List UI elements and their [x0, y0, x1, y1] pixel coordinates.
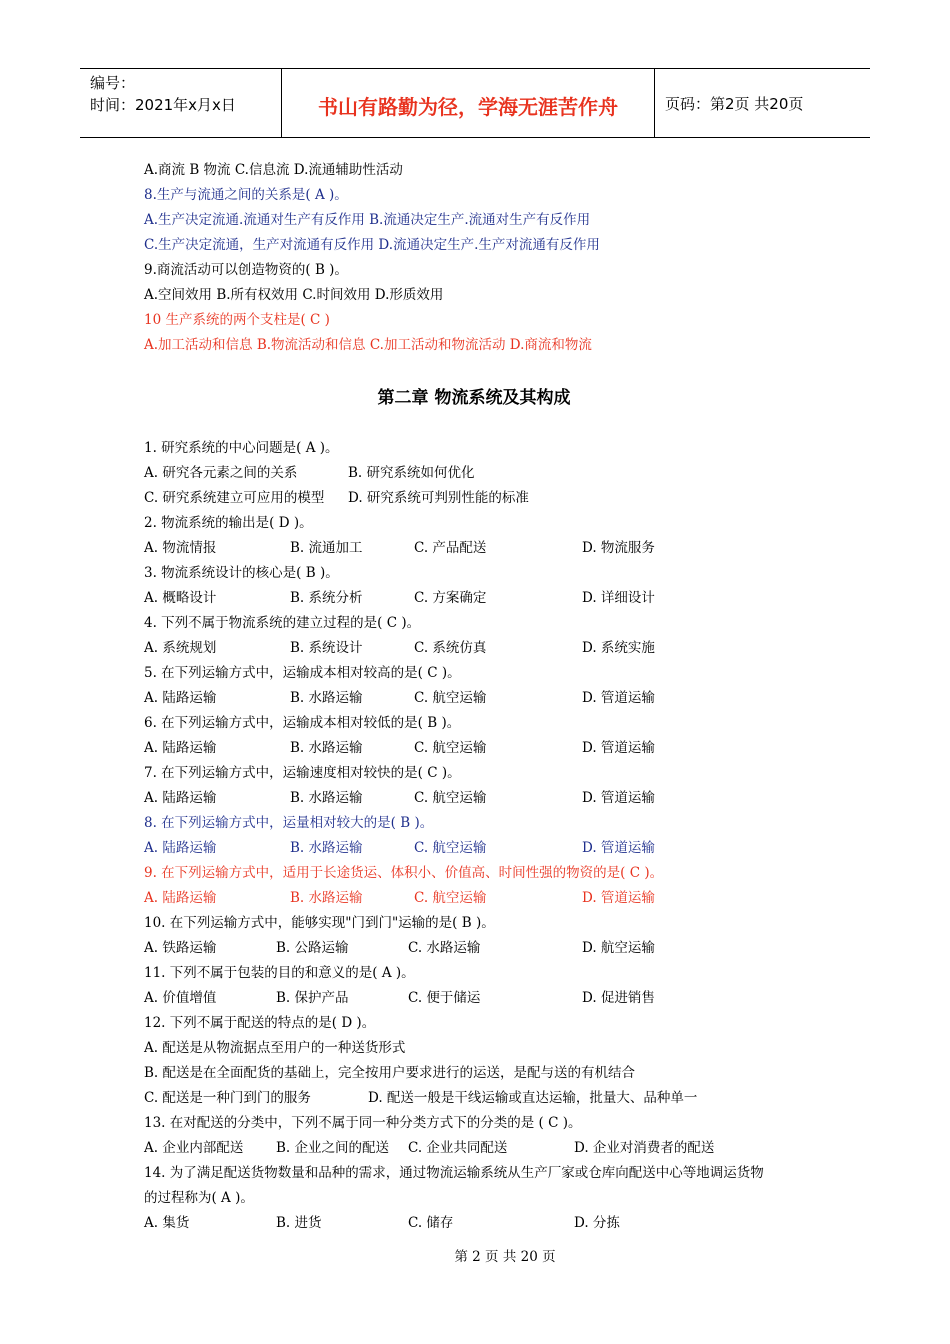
option-c: C. 航空运输	[414, 890, 487, 906]
header-left	[80, 69, 282, 137]
document-number-label: 编号：	[90, 74, 136, 92]
option-b: B. 进货	[276, 1215, 322, 1231]
options-line	[144, 586, 824, 611]
option-a: A. 铁路运输	[144, 940, 217, 956]
question-line: 1. 研究系统的中心问题是( A )。	[144, 440, 339, 456]
question-line: A.加工活动和信息 B.物流活动和信息 C.加工活动和物流活动 D.商流和物流	[144, 337, 592, 353]
option-a: A. 物流情报	[144, 540, 217, 556]
option-c: C. 水路运输	[408, 940, 481, 956]
options-line	[144, 1086, 824, 1111]
option-a: C. 配送是一种门到门的服务	[144, 1090, 311, 1106]
question-line: 11. 下列不属于包装的目的和意义的是( A )。	[144, 965, 415, 981]
document-date: 时间：2021年x月x日	[90, 96, 236, 114]
option-c: C. 企业共同配送	[408, 1140, 508, 1156]
option-d: D. 企业对消费者的配送	[574, 1140, 715, 1156]
question-line: 9. 在下列运输方式中，适用于长途货运、体积小、价值高、时间性强的物资的是( C )。	[144, 865, 664, 881]
option-d: D. 物流服务	[582, 540, 655, 556]
option-c: C. 航空运输	[414, 740, 487, 756]
option-d: D. 管道运输	[582, 890, 655, 906]
options-line	[144, 536, 824, 561]
option-a: A. 陆路运输	[144, 790, 217, 806]
spacer	[144, 424, 824, 436]
option-a: A. 企业内部配送	[144, 1140, 244, 1156]
options-line	[144, 886, 824, 911]
options-line	[144, 986, 824, 1011]
options-line	[144, 1136, 824, 1161]
option-a: A. 价值增值	[144, 990, 217, 1006]
option-b: B. 研究系统如何优化	[348, 465, 475, 481]
question-line: A.商流 B 物流 C.信息流 D.流通辅助性活动	[144, 162, 403, 178]
question-line: C.生产决定流通，生产对流通有反作用 D.流通决定生产.生产对流通有反作用	[144, 237, 600, 253]
option-a: A. 陆路运输	[144, 690, 217, 706]
option-b: B. 企业之间的配送	[276, 1140, 390, 1156]
option-b: B. 水路运输	[290, 690, 363, 706]
option-c: C. 方案确定	[414, 590, 487, 606]
options-line	[144, 636, 824, 661]
question-line: 12. 下列不属于配送的特点的是( D )。	[144, 1015, 376, 1031]
option-c: C. 航空运输	[414, 840, 487, 856]
options-line	[144, 1211, 824, 1236]
option-d: D. 详细设计	[582, 590, 655, 606]
page-info-text: 页码：第2页 共20页	[665, 94, 804, 113]
document-body	[144, 158, 824, 1236]
option-a: A. 陆路运输	[144, 740, 217, 756]
option-d: D. 管道运输	[582, 840, 655, 856]
option-a: A. 陆路运输	[144, 890, 217, 906]
option-a: A. 概略设计	[144, 590, 217, 606]
options-line	[144, 686, 824, 711]
option-a: A. 陆路运输	[144, 840, 217, 856]
question-line: 5. 在下列运输方式中，运输成本相对较高的是( C )。	[144, 665, 461, 681]
option-d: D. 分拣	[574, 1215, 620, 1231]
option-b: B. 公路运输	[276, 940, 349, 956]
question-line: A.生产决定流通.流通对生产有反作用 B.流通决定生产.流通对生产有反作用	[144, 212, 591, 228]
options-line	[144, 461, 824, 486]
question-line: 8. 在下列运输方式中，运量相对较大的是( B )。	[144, 815, 434, 831]
question-line: 7. 在下列运输方式中，运输速度相对较快的是( C )。	[144, 765, 461, 781]
option-a: C. 研究系统建立可应用的模型	[144, 490, 325, 506]
question-line: 14. 为了满足配送货物数量和品种的需求，通过物流运输系统从生产厂家或仓库向配送中心等地调运货物	[144, 1165, 764, 1181]
question-line: 8.生产与流通之间的关系是( A )。	[144, 187, 348, 203]
question-line: 3. 物流系统设计的核心是( B )。	[144, 565, 339, 581]
option-c: C. 系统仿真	[414, 640, 487, 656]
question-line: 10. 在下列运输方式中，能够实现"门到门"运输的是( B )。	[144, 915, 495, 931]
question-line: 6. 在下列运输方式中，运输成本相对较低的是( B )。	[144, 715, 461, 731]
option-d: D. 系统实施	[582, 640, 655, 656]
option-a: A. 研究各元素之间的关系	[144, 465, 298, 481]
option-b: D. 研究系统可判别性能的标准	[348, 490, 529, 506]
option-d: D. 管道运输	[582, 740, 655, 756]
option-b: B. 系统分析	[290, 590, 363, 606]
option-c: C. 航空运输	[414, 690, 487, 706]
option-b: B. 系统设计	[290, 640, 363, 656]
option-c: C. 储存	[408, 1215, 454, 1231]
question-line: 4. 下列不属于物流系统的建立过程的是( C )。	[144, 615, 421, 631]
options-line	[144, 936, 824, 961]
previous-chapter-questions	[144, 158, 824, 358]
question-line: A.空间效用 B.所有权效用 C.时间效用 D.形质效用	[144, 287, 444, 303]
page-header	[80, 68, 870, 138]
option-d: D. 航空运输	[582, 940, 655, 956]
option-d: D. 管道运输	[582, 790, 655, 806]
question-line: 2. 物流系统的输出是( D )。	[144, 515, 313, 531]
option-b: B. 流通加工	[290, 540, 363, 556]
option-c: C. 产品配送	[414, 540, 487, 556]
question-line: 13. 在对配送的分类中，下列不属于同一种分类方式下的分类的是 ( C )。	[144, 1115, 582, 1131]
options-line	[144, 486, 824, 511]
option-b: B. 水路运输	[290, 740, 363, 756]
question-line: 的过程称为( A )。	[144, 1190, 254, 1206]
option-b: B. 水路运输	[290, 840, 363, 856]
option-a: A. 系统规划	[144, 640, 217, 656]
spacer	[144, 358, 824, 372]
question-line: A. 配送是从物流据点至用户的一种送货形式	[144, 1040, 406, 1056]
motto-text: 书山有路勤为径，学海无涯苦作舟	[318, 94, 618, 119]
options-line	[144, 836, 824, 861]
option-c: C. 航空运输	[414, 790, 487, 806]
chapter-questions	[144, 436, 824, 1236]
options-line	[144, 736, 824, 761]
question-line: B. 配送是在全面配货的基础上，完全按用户要求进行的运送，是配与送的有机结合	[144, 1065, 636, 1081]
option-b: B. 水路运输	[290, 790, 363, 806]
option-c: C. 便于储运	[408, 990, 481, 1006]
header-page-info	[655, 69, 870, 137]
option-d: D. 促进销售	[582, 990, 655, 1006]
question-line: 10 生产系统的两个支柱是( C )	[144, 312, 330, 328]
option-a: A. 集货	[144, 1215, 190, 1231]
header-motto	[282, 69, 655, 137]
option-b: B. 水路运输	[290, 890, 363, 906]
option-b: D. 配送一般是干线运输或直达运输，批量大、品种单一	[368, 1090, 698, 1106]
question-line: 9.商流活动可以创造物资的( B )。	[144, 262, 348, 278]
option-d: D. 管道运输	[582, 690, 655, 706]
chapter-title: 第二章 物流系统及其构成	[377, 388, 571, 408]
option-b: B. 保护产品	[276, 990, 349, 1006]
options-line	[144, 786, 824, 811]
page-footer: 第 2 页 共 20 页	[454, 1249, 556, 1265]
